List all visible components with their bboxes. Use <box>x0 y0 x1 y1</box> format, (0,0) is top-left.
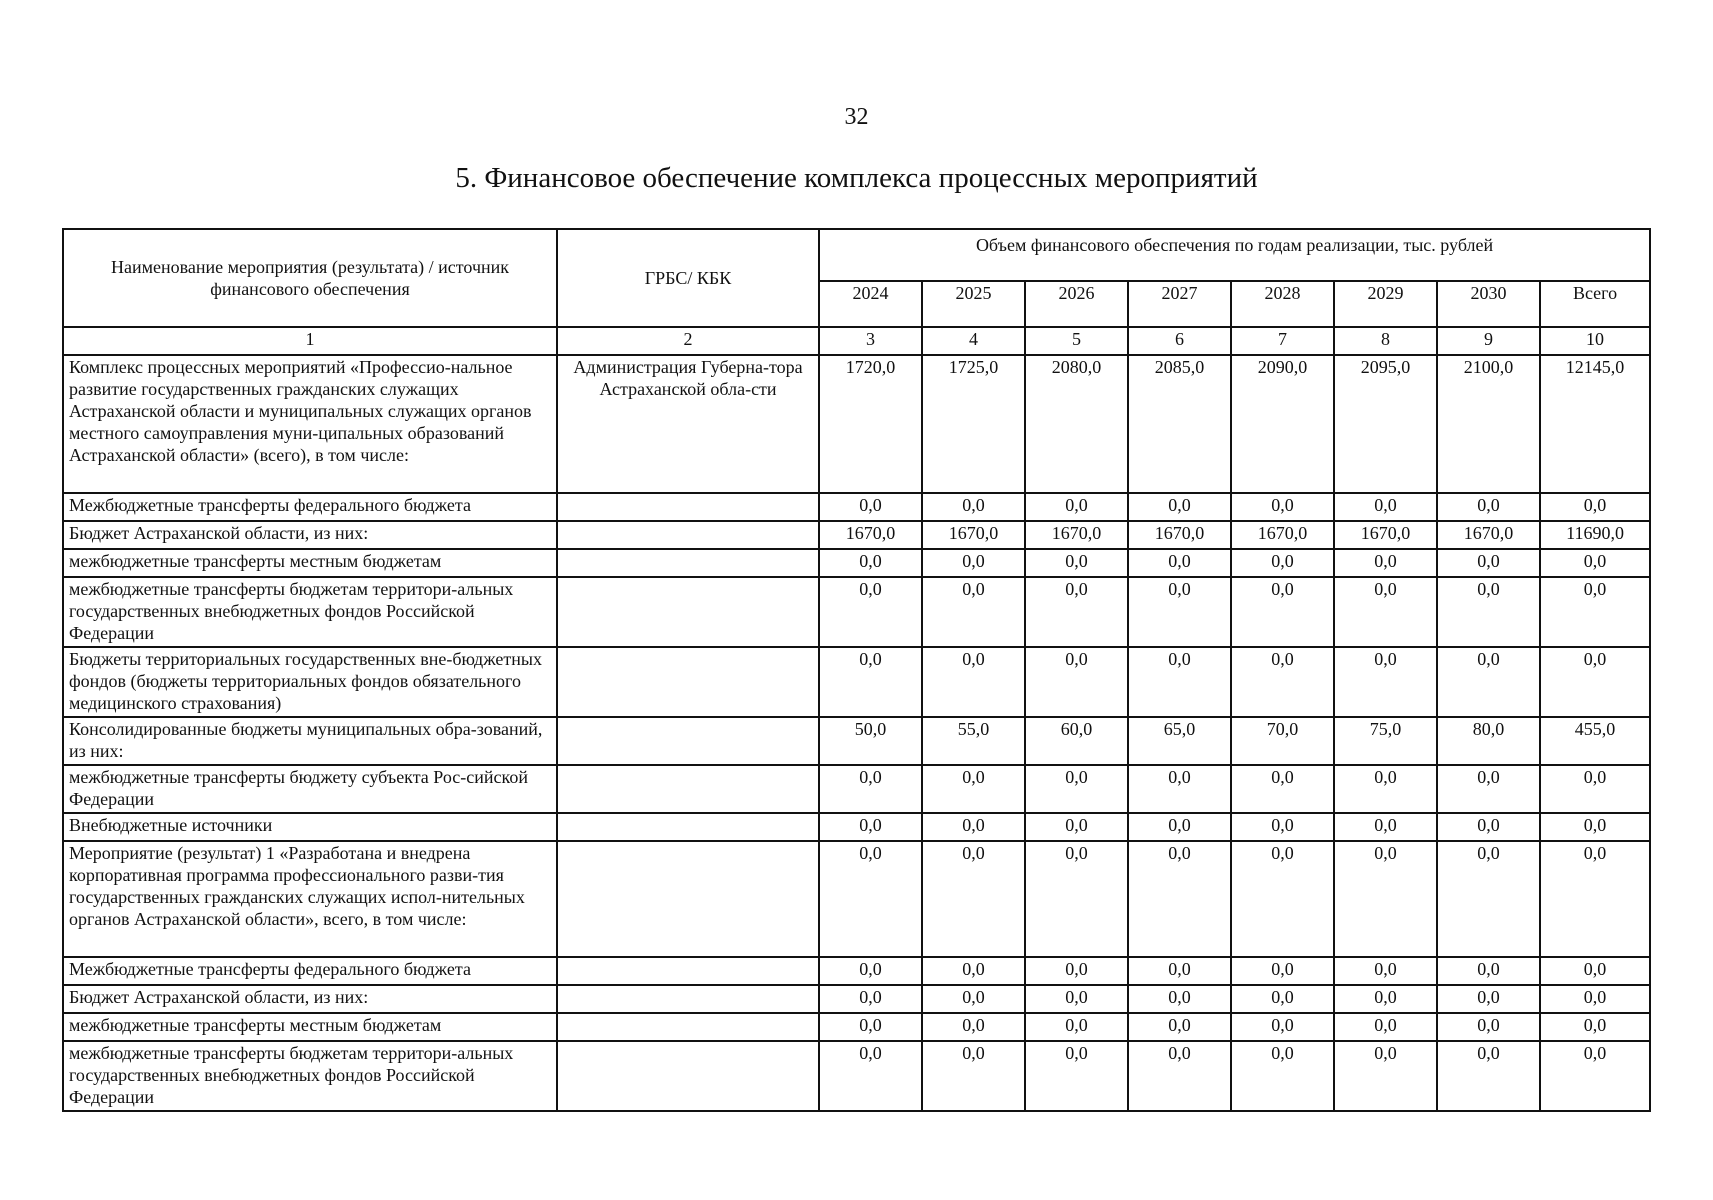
row-name: Бюджет Астраханской области, из них: <box>63 985 557 1013</box>
row-value: 0,0 <box>1025 841 1128 957</box>
row-value: 0,0 <box>1334 549 1437 577</box>
row-name: межбюджетные трансферты местным бюджетам <box>63 1013 557 1041</box>
row-value: 0,0 <box>1437 813 1540 841</box>
row-value: 0,0 <box>922 493 1025 521</box>
row-value: 0,0 <box>922 1041 1025 1111</box>
row-value: 75,0 <box>1334 717 1437 765</box>
header-year: 2025 <box>922 281 1025 327</box>
row-value: 0,0 <box>1025 813 1128 841</box>
column-index: 2 <box>557 327 819 355</box>
row-grbs <box>557 841 819 957</box>
row-value: 70,0 <box>1231 717 1334 765</box>
row-value: 0,0 <box>819 1013 922 1041</box>
row-value: 0,0 <box>1231 1041 1334 1111</box>
row-value: 0,0 <box>819 813 922 841</box>
row-value: 1670,0 <box>922 521 1025 549</box>
row-value: 0,0 <box>1540 549 1650 577</box>
row-value: 0,0 <box>1025 647 1128 717</box>
row-value: 0,0 <box>1128 577 1231 647</box>
row-name: Мероприятие (результат) 1 «Разработана и внедрена корпоративная программа профессионального разви-тия государственных гражданских служащих испол-нительных органов Астраханской области», всего, в том числе: <box>63 841 557 957</box>
column-index: 6 <box>1128 327 1231 355</box>
column-index: 1 <box>63 327 557 355</box>
row-value: 1670,0 <box>1437 521 1540 549</box>
row-value: 0,0 <box>1437 647 1540 717</box>
table-row <box>63 1041 1650 1111</box>
column-index-row <box>63 327 1650 355</box>
row-value: 55,0 <box>922 717 1025 765</box>
row-value: 0,0 <box>1128 1013 1231 1041</box>
row-value: 0,0 <box>1437 765 1540 813</box>
row-value: 0,0 <box>1437 841 1540 957</box>
row-name: межбюджетные трансферты бюджету субъекта Рос-сийской Федерации <box>63 765 557 813</box>
column-index: 8 <box>1334 327 1437 355</box>
row-value: 0,0 <box>1231 647 1334 717</box>
row-value: 0,0 <box>1128 813 1231 841</box>
row-value: 0,0 <box>1437 1013 1540 1041</box>
row-value: 0,0 <box>1025 549 1128 577</box>
row-value: 0,0 <box>1231 813 1334 841</box>
header-year: 2030 <box>1437 281 1540 327</box>
row-value: 0,0 <box>922 957 1025 985</box>
row-value: 0,0 <box>1025 765 1128 813</box>
row-value: 0,0 <box>922 765 1025 813</box>
header-grbs-column: ГРБС/ КБК <box>557 229 819 327</box>
row-name: межбюджетные трансферты бюджетам территори-альных государственных внебюджетных фондов Российской Федерации <box>63 577 557 647</box>
header-row-top <box>63 229 1650 281</box>
table-row <box>63 957 1650 985</box>
row-grbs <box>557 985 819 1013</box>
table-row <box>63 813 1650 841</box>
row-value: 0,0 <box>922 549 1025 577</box>
row-value: 0,0 <box>922 841 1025 957</box>
row-name: Бюджеты территориальных государственных вне-бюджетных фондов (бюджеты территориальных фондов обязательного медицинского страхования) <box>63 647 557 717</box>
table-row <box>63 549 1650 577</box>
row-value: 11690,0 <box>1540 521 1650 549</box>
row-value: 0,0 <box>1334 813 1437 841</box>
row-grbs <box>557 647 819 717</box>
header-year: 2024 <box>819 281 922 327</box>
row-value: 0,0 <box>1128 1041 1231 1111</box>
header-volume-group: Объем финансового обеспечения по годам реализации, тыс. рублей <box>819 229 1650 281</box>
row-value: 2080,0 <box>1025 355 1128 493</box>
row-value: 0,0 <box>1231 985 1334 1013</box>
header-year: 2026 <box>1025 281 1128 327</box>
row-value: 1670,0 <box>1025 521 1128 549</box>
row-value: 65,0 <box>1128 717 1231 765</box>
table-row <box>63 765 1650 813</box>
row-value: 0,0 <box>1540 1041 1650 1111</box>
row-value: 0,0 <box>922 813 1025 841</box>
page-number: 32 <box>844 104 869 130</box>
row-value: 0,0 <box>1231 765 1334 813</box>
row-value: 0,0 <box>1437 985 1540 1013</box>
row-name: Внебюджетные источники <box>63 813 557 841</box>
row-value: 0,0 <box>1334 985 1437 1013</box>
row-value: 0,0 <box>819 549 922 577</box>
row-value: 0,0 <box>922 985 1025 1013</box>
table-row <box>63 1013 1650 1041</box>
table-body <box>63 355 1650 1111</box>
row-value: 0,0 <box>1025 577 1128 647</box>
row-name: Комплекс процессных мероприятий «Профессио-нальное развитие государственных гражданских служащих Астраханской области и муниципальных служащих органов местного самоуправления муни-ципальных образований Астраханской области» (всего), в том числе: <box>63 355 557 493</box>
row-value: 0,0 <box>1231 577 1334 647</box>
row-value: 0,0 <box>1437 549 1540 577</box>
row-grbs: Администрация Губерна-тора Астраханской обла-сти <box>557 355 819 493</box>
row-value: 60,0 <box>1025 717 1128 765</box>
table-row <box>63 985 1650 1013</box>
row-name: межбюджетные трансферты бюджетам территори-альных государственных внебюджетных фондов Российской Федерации <box>63 1041 557 1111</box>
header-year: 2027 <box>1128 281 1231 327</box>
row-value: 0,0 <box>1437 1041 1540 1111</box>
table-row <box>63 577 1650 647</box>
row-value: 0,0 <box>1231 841 1334 957</box>
row-value: 0,0 <box>819 577 922 647</box>
row-value: 1670,0 <box>1334 521 1437 549</box>
row-value: 0,0 <box>1540 647 1650 717</box>
column-index: 7 <box>1231 327 1334 355</box>
row-value: 0,0 <box>1334 1013 1437 1041</box>
row-value: 0,0 <box>1231 957 1334 985</box>
row-value: 1720,0 <box>819 355 922 493</box>
row-grbs <box>557 717 819 765</box>
header-year: 2028 <box>1231 281 1334 327</box>
row-value: 0,0 <box>1334 765 1437 813</box>
row-value: 0,0 <box>1540 1013 1650 1041</box>
row-grbs <box>557 957 819 985</box>
column-index: 5 <box>1025 327 1128 355</box>
row-value: 1670,0 <box>1128 521 1231 549</box>
row-grbs <box>557 577 819 647</box>
table-row <box>63 521 1650 549</box>
row-value: 0,0 <box>1025 985 1128 1013</box>
row-value: 0,0 <box>819 1041 922 1111</box>
row-value: 0,0 <box>1334 493 1437 521</box>
row-value: 0,0 <box>1540 765 1650 813</box>
row-value: 0,0 <box>1540 577 1650 647</box>
row-value: 0,0 <box>922 647 1025 717</box>
row-value: 0,0 <box>1231 493 1334 521</box>
row-value: 0,0 <box>819 957 922 985</box>
row-value: 0,0 <box>1231 1013 1334 1041</box>
column-index: 4 <box>922 327 1025 355</box>
row-value: 0,0 <box>1128 647 1231 717</box>
row-value: 2095,0 <box>1334 355 1437 493</box>
row-name: Консолидированные бюджеты муниципальных обра-зований, из них: <box>63 717 557 765</box>
row-value: 0,0 <box>1540 813 1650 841</box>
row-value: 0,0 <box>922 1013 1025 1041</box>
row-value: 0,0 <box>1025 1013 1128 1041</box>
row-grbs <box>557 549 819 577</box>
row-value: 0,0 <box>1540 957 1650 985</box>
row-value: 0,0 <box>1231 549 1334 577</box>
row-value: 0,0 <box>819 985 922 1013</box>
table-row <box>63 717 1650 765</box>
row-value: 0,0 <box>1334 577 1437 647</box>
row-value: 1670,0 <box>819 521 922 549</box>
row-value: 2100,0 <box>1437 355 1540 493</box>
financing-table <box>62 228 1651 1112</box>
column-index: 9 <box>1437 327 1540 355</box>
section-title: 5. Финансовое обеспечение комплекса процессных мероприятий <box>455 162 1258 194</box>
row-value: 80,0 <box>1437 717 1540 765</box>
row-value: 0,0 <box>1128 493 1231 521</box>
row-value: 0,0 <box>1540 493 1650 521</box>
table-row <box>63 647 1650 717</box>
row-value: 0,0 <box>1334 1041 1437 1111</box>
row-value: 12145,0 <box>1540 355 1650 493</box>
header-name-column: Наименование мероприятия (результата) / источник финансового обеспечения <box>63 229 557 327</box>
row-value: 0,0 <box>1437 957 1540 985</box>
row-value: 0,0 <box>1540 985 1650 1013</box>
row-value: 0,0 <box>1334 647 1437 717</box>
row-name: Межбюджетные трансферты федерального бюджета <box>63 493 557 521</box>
column-index: 3 <box>819 327 922 355</box>
header-year: 2029 <box>1334 281 1437 327</box>
row-value: 0,0 <box>1128 957 1231 985</box>
row-value: 50,0 <box>819 717 922 765</box>
row-value: 0,0 <box>819 765 922 813</box>
row-grbs <box>557 1041 819 1111</box>
row-value: 455,0 <box>1540 717 1650 765</box>
row-value: 2090,0 <box>1231 355 1334 493</box>
row-value: 0,0 <box>1334 841 1437 957</box>
row-value: 0,0 <box>1128 841 1231 957</box>
row-value: 0,0 <box>1128 549 1231 577</box>
row-value: 0,0 <box>1437 493 1540 521</box>
row-grbs <box>557 1013 819 1041</box>
row-name: Бюджет Астраханской области, из них: <box>63 521 557 549</box>
row-value: 1670,0 <box>1231 521 1334 549</box>
row-grbs <box>557 813 819 841</box>
header-total: Всего <box>1540 281 1650 327</box>
row-value: 0,0 <box>1128 765 1231 813</box>
row-value: 0,0 <box>1334 957 1437 985</box>
row-value: 0,0 <box>1437 577 1540 647</box>
table-row <box>63 493 1650 521</box>
row-name: Межбюджетные трансферты федерального бюджета <box>63 957 557 985</box>
row-name: межбюджетные трансферты местным бюджетам <box>63 549 557 577</box>
row-value: 0,0 <box>1128 985 1231 1013</box>
table-row <box>63 841 1650 957</box>
row-value: 0,0 <box>819 841 922 957</box>
row-value: 0,0 <box>1025 1041 1128 1111</box>
row-grbs <box>557 493 819 521</box>
row-value: 2085,0 <box>1128 355 1231 493</box>
row-grbs <box>557 765 819 813</box>
table-row <box>63 355 1650 493</box>
row-value: 0,0 <box>1025 493 1128 521</box>
column-index: 10 <box>1540 327 1650 355</box>
row-value: 0,0 <box>922 577 1025 647</box>
row-value: 1725,0 <box>922 355 1025 493</box>
row-value: 0,0 <box>819 647 922 717</box>
row-grbs <box>557 521 819 549</box>
row-value: 0,0 <box>819 493 922 521</box>
row-value: 0,0 <box>1025 957 1128 985</box>
row-value: 0,0 <box>1540 841 1650 957</box>
